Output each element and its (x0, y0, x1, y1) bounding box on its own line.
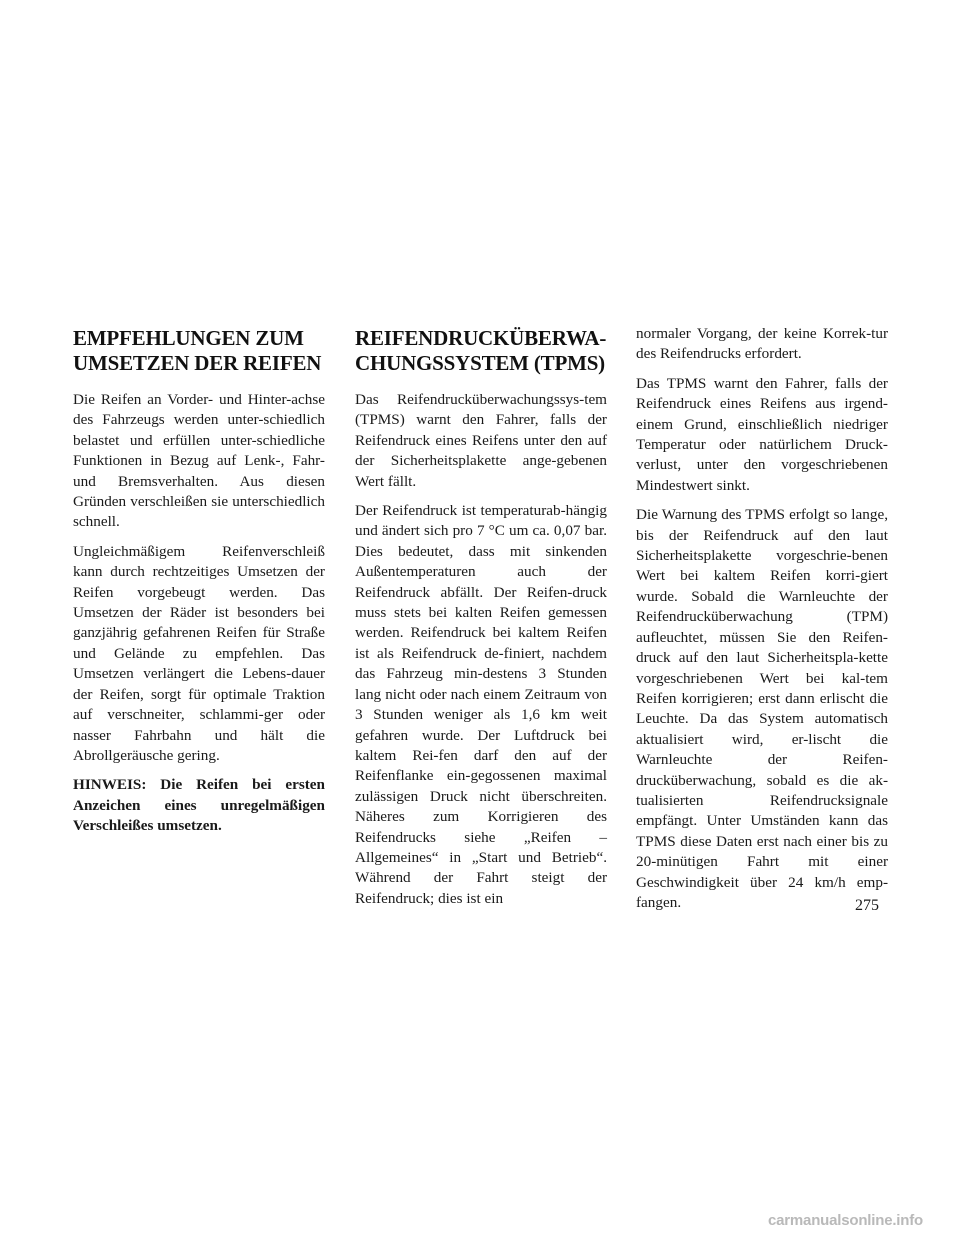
heading-line-1: EMPFEHLUNGEN ZUM (73, 326, 304, 350)
paragraph: Die Reifen an Vorder- und Hinter-achse des Fahrzeugs werden unter-schiedlich belastet und erfüllen unter-schiedliche Funktionen in Bezug auf Lenk-, Fahr- und Bremsverhalten. Aus diesen Gründen verschleißen sie unterschiedlich schnell. (73, 391, 325, 531)
paragraph: Das TPMS warnt den Fahrer, falls der Reifendruck eines Reifens aus irgend-einem Grund, einschließlich niedriger Temperatur oder natürlichem Druck-verlust, unter den vorgeschriebenen Mindestwert sinkt. (636, 374, 888, 494)
paragraph: normaler Vorgang, der keine Korrek-tur des Reifendrucks erfordert. (636, 325, 888, 363)
paragraph: Ungleichmäßigem Reifenverschleiß kann durch rechtzeitiges Umsetzen der Reifen vorgebeugt werden. Das Umsetzen der Räder ist besonders bei ganzjährig gefahrenen Reifen für Straße und Gelände zu empfehlen. Das Umsetzen verlängert die Lebens-dauer der Reifen, sorgt für optimale Traktion auf verschneiter, schlammi-ger oder nasser Fahrbahn und hält die Abrollgeräusche gering. (73, 542, 325, 764)
note-paragraph: HINWEIS: Die Reifen bei ersten Anzeichen eines unregelmäßigen Verschleißes umsetzen. (73, 776, 325, 835)
heading-line-2: CHUNGSSYSTEM (TPMS) (355, 351, 605, 375)
page-number: 275 (855, 897, 879, 914)
heading-line-1: REIFENDRUCKÜBERWA- (355, 326, 607, 350)
paragraph: Das Reifendrucküberwachungssys-tem (TPMS) warnt den Fahrer, falls der Reifendruck eines Reifens unter den auf der Sicherheitsplakette ange-gebenen Wert fällt. (355, 391, 607, 490)
paragraph: Die Warnung des TPMS erfolgt so lange, bis der Reifendruck auf den laut Sicherheitsplakette vorgeschrie-benen Wert bei kaltem Reifen korri-giert wurde. Sobald die Warnleuchte der Reifendrucküberwachung (TPM) aufleuchtet, müssen Sie den Reifen-druck auf den laut Sicherheitspla-kette vorgeschriebenen Wert bei kal-tem Reifen korrigieren; erst dann erlischt die Leuchte. Da das System automatisch aktualisiert wird, er-lischt die Warnleuchte der Reifen-drucküberwachung, sobald es die ak-tualisierten Reifendrucksignale empfängt. Unter Umständen kann das TPMS diese Daten erst nach einer bis zu 20-minütigen Fahrt mit einer Geschwindigkeit über 24 km/h emp-fangen. (636, 506, 888, 911)
heading-line-2: UMSETZEN DER REIFEN (73, 351, 322, 375)
watermark: carmanualsonline.info (768, 1212, 923, 1229)
column-middle (355, 326, 607, 918)
heading-tire-rotation (73, 326, 325, 376)
paragraph: Der Reifendruck ist temperaturab-hängig und ändert sich pro 7 °C um ca. 0,07 bar. Dies bedeutet, dass mit sinkenden Außentemperaturen auch der Reifendruck abfällt. Der Reifen-druck muss stets bei kalten Reifen gemessen werden. Reifendruck bei kaltem Reifen ist als Reifendruck de-finiert, nachdem das Fahrzeug min-destens 3 Stunden lang nicht oder nach einem Zeitraum von 3 Stunden weniger als 1,6 km weit gefahren wurde. Der Luftdruck bei kaltem Rei-fen darf den auf der Reifenflanke ein-gegossenen maximal zulässigen Druck nicht überschreiten. Näheres zum Korrigieren des Reifendrucks siehe „Reifen – Allgemeines“ in „Start und Betrieb“. Während der Fahrt steigt der Reifendruck; dies ist ein (355, 502, 607, 907)
column-right (636, 324, 888, 922)
heading-tpms (355, 326, 607, 376)
column-left (73, 326, 325, 846)
